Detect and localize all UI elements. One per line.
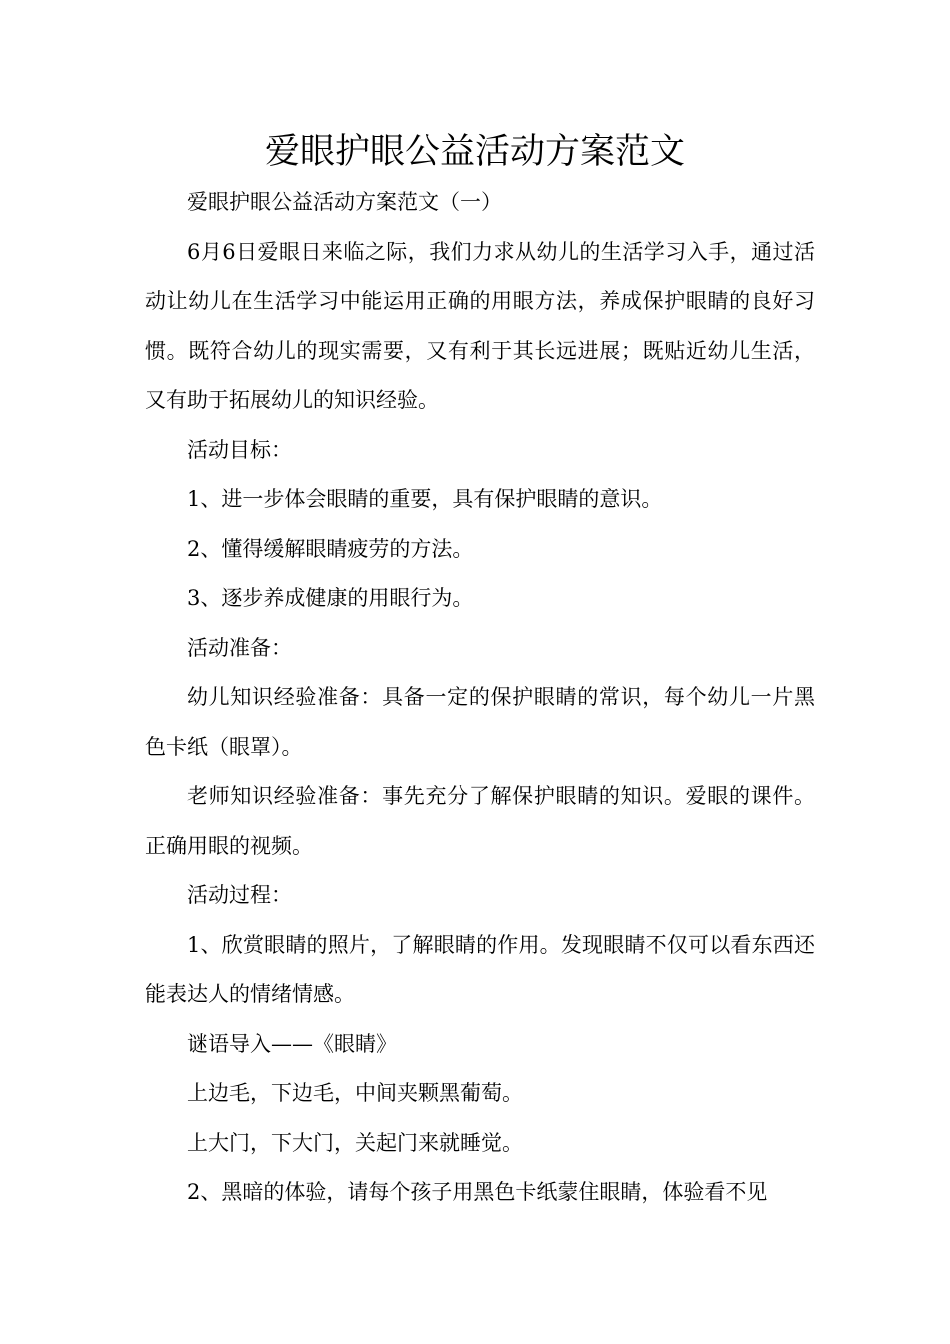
paragraph-goals-heading: 活动目标：: [187, 437, 292, 462]
paragraph-intro: 6月6日爱眼日来临之际，我们力求从幼儿的生活学习入手，通过活动让幼儿在生活学习中能运用正确的用眼方法，养成保护眼睛的良好习惯。既符合幼儿的现实需要，又有利于其长远进展；既贴近幼儿生活，又有助于拓展幼儿的知识经验。: [145, 239, 815, 412]
paragraph-goal-1: 1、进一步体会眼睛的重要，具有保护眼睛的意识。: [187, 487, 663, 511]
paragraph-goal-2: 2、懂得缓解眼睛疲劳的方法。: [187, 536, 474, 561]
paragraph-riddle-line-1: 上边毛，下边毛，中间夹颗黑葡萄。: [187, 1081, 523, 1105]
paragraph-process-heading: 活动过程：: [187, 883, 292, 907]
document-body: [145, 178, 815, 1218]
paragraph-riddle-intro: 谜语导入——《眼睛》: [187, 1031, 397, 1056]
paragraph-prep-teacher: 老师知识经验准备：事先充分了解保护眼睛的知识。爱眼的课件。正确用眼的视频。: [145, 784, 815, 858]
paragraph-prep-heading: 活动准备：: [187, 635, 292, 660]
paragraph-goal-3: 3、逐步养成健康的用眼行为。: [187, 586, 474, 610]
paragraph-riddle-line-2: 上大门，下大门，关起门来就睡觉。: [187, 1130, 523, 1155]
paragraph-prep-children: 幼儿知识经验准备：具备一定的保护眼睛的常识，每个幼儿一片黑色卡纸（眼罩）。: [145, 685, 815, 759]
document-title: 爱眼护眼公益活动方案范文: [264, 132, 685, 172]
paragraph-step-2: 2、黑暗的体验，请每个孩子用黑色卡纸蒙住眼睛，体验看不见: [187, 1180, 768, 1204]
paragraph-subtitle: 爱眼护眼公益活动方案范文（一）: [187, 190, 502, 214]
paragraph-step-1: 1、欣赏眼睛的照片，了解眼睛的作用。发现眼睛不仅可以看东西还能表达人的情绪情感。: [145, 932, 815, 1006]
